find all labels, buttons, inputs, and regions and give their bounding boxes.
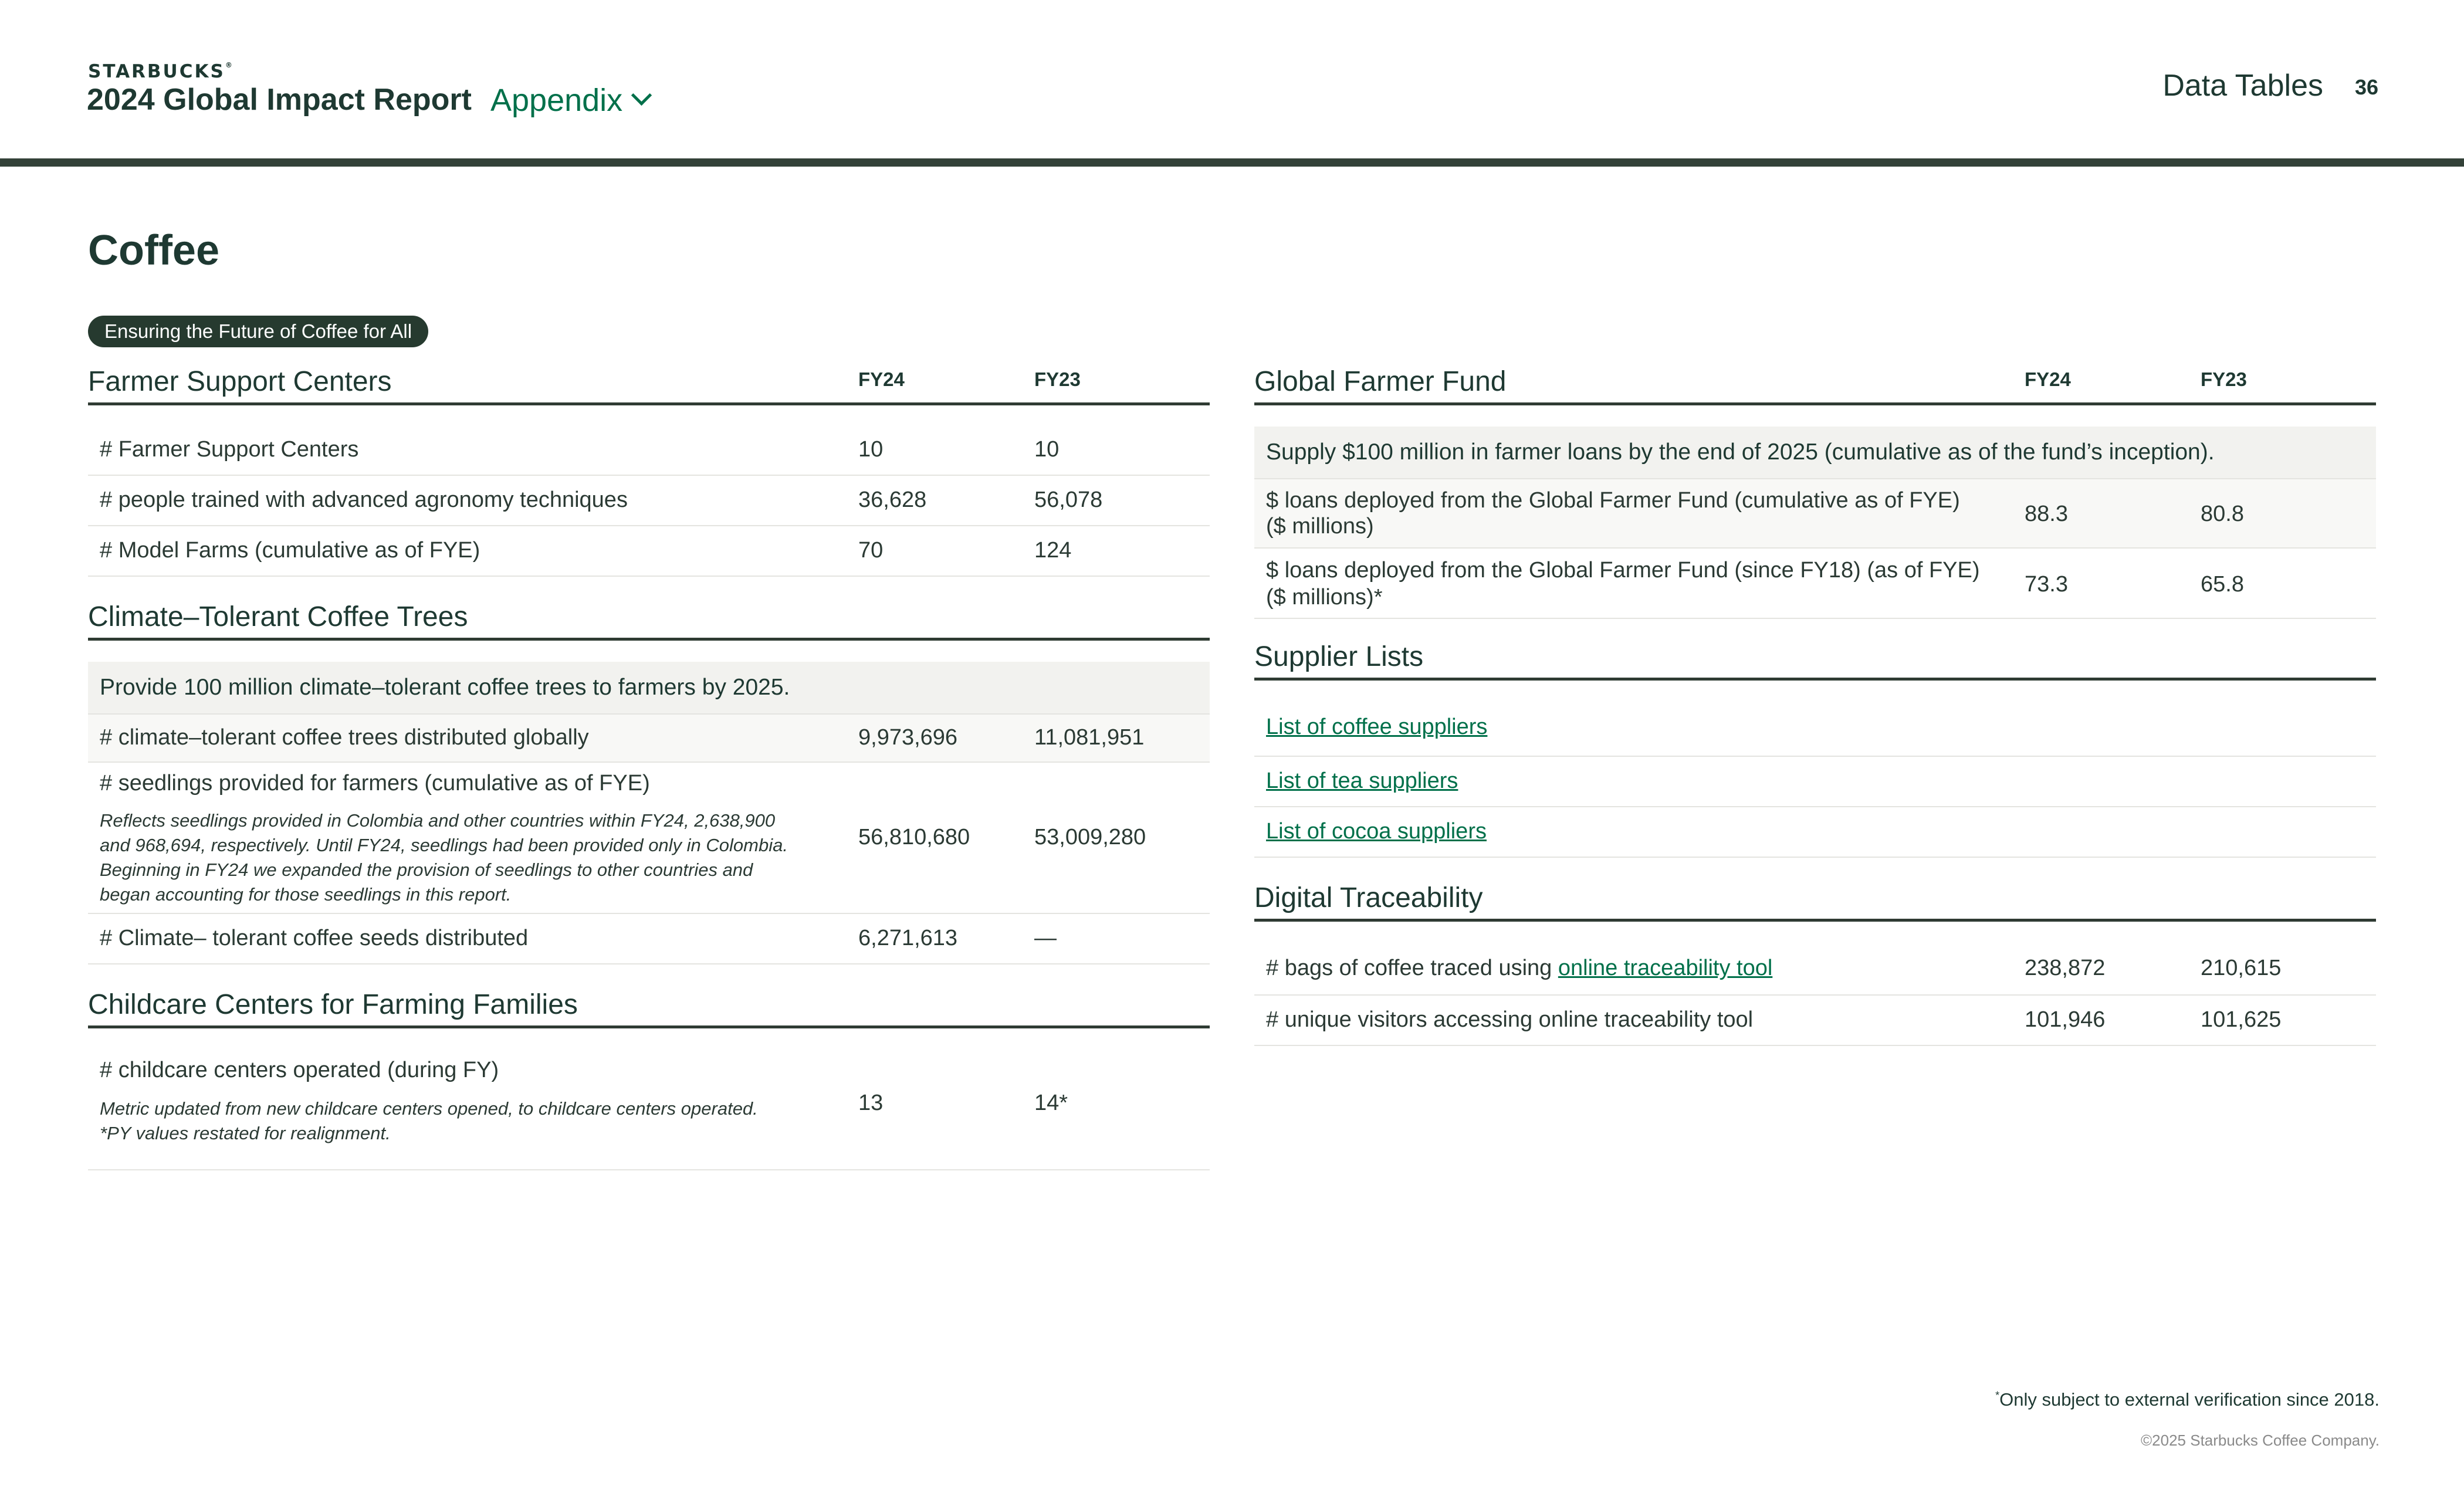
left-column	[88, 364, 1210, 1170]
appendix-dropdown[interactable]	[490, 82, 649, 119]
row-note: Reflects seedlings provided in Colombia and other countries within FY24, 2,638,900 and 968,694, respectively. Until FY24, seedlings had been provided only in Colombia. Beginning in FY24 we expanded the provision of seedlings to other countries and began accounting for those seedlings in this report.	[100, 810, 788, 905]
value-fy24: 56,810,680	[858, 825, 970, 849]
value-fy23: 124	[1034, 538, 1072, 563]
value-fy24: 70	[858, 538, 884, 563]
traceability-tool-link[interactable]: online traceability tool	[1558, 956, 1773, 980]
col-header-fy24: FY24	[858, 368, 905, 390]
goal-text: Supply $100 million in farmer loans by the end of 2025 (cumulative as of the fund’s inception).	[1266, 439, 2215, 465]
row-note: Metric updated from new childcare centers opened, to childcare centers operated. *PY values restated for realignment.	[100, 1098, 758, 1143]
table-row	[88, 526, 1210, 577]
value-fy23: 101,625	[2201, 1007, 2282, 1032]
row-label: # Farmer Support Centers	[100, 437, 359, 462]
cocoa-suppliers-link[interactable]: List of cocoa suppliers	[1266, 819, 1487, 844]
row-label: # childcare centers operated (during FY)	[100, 1058, 499, 1082]
section-title: Digital Traceability	[1254, 882, 1483, 913]
table-row	[1254, 549, 2376, 619]
brand-wordmark: STARBUCKS®	[88, 61, 234, 82]
appendix-label: Appendix	[490, 83, 623, 118]
goal-banner	[88, 662, 1210, 715]
row-label: # people trained with advanced agronomy techniques	[100, 488, 628, 512]
value-fy24: 238,872	[2025, 956, 2106, 980]
right-column	[1254, 364, 2376, 1046]
chevron-down-icon	[631, 85, 652, 106]
value-fy24: 6,271,613	[858, 926, 958, 950]
table-row	[1254, 945, 2376, 996]
value-fy24: 36,628	[858, 488, 927, 512]
tea-suppliers-link[interactable]: List of tea suppliers	[1266, 769, 1458, 793]
table-row	[1254, 479, 2376, 549]
copyright: ©2025 Starbucks Coffee Company.	[2141, 1431, 2380, 1449]
section-title: Childcare Centers for Farming Families	[88, 989, 578, 1020]
table-row	[88, 763, 1210, 914]
value-fy23: 14*	[1034, 1091, 1068, 1115]
table-row	[88, 715, 1210, 763]
row-label: $ loans deployed from the Global Farmer Fund (cumulative as of FYE) ($ millions)	[1266, 488, 1960, 539]
row-label: # Model Farms (cumulative as of FYE)	[100, 538, 480, 563]
list-item	[1254, 757, 2376, 807]
value-fy23: 210,615	[2201, 956, 2282, 980]
col-header-fy23: FY23	[2201, 368, 2247, 390]
value-fy23: 10	[1034, 437, 1060, 462]
value-fy23: 80.8	[2201, 502, 2244, 526]
list-item	[1254, 706, 2376, 757]
table-row	[88, 476, 1210, 526]
value-fy24: 73.3	[2025, 572, 2068, 597]
table-row	[88, 914, 1210, 964]
page-number: 36	[2354, 75, 2378, 99]
farmer-support-header	[88, 364, 1210, 405]
value-fy24: 101,946	[2025, 1007, 2106, 1032]
list-item	[1254, 807, 2376, 858]
header-divider	[0, 158, 2464, 167]
row-label: # unique visitors accessing online traceability tool	[1266, 1007, 1754, 1032]
section-title: Supplier Lists	[1254, 641, 1424, 672]
value-fy23: 11,081,951	[1034, 725, 1145, 750]
value-fy24: 88.3	[2025, 502, 2068, 526]
value-fy23: 53,009,280	[1034, 825, 1146, 849]
row-label: # bags of coffee traced using online traceability tool	[1266, 956, 1773, 980]
traceability-header	[1254, 880, 2376, 922]
value-fy23: 65.8	[2201, 572, 2244, 597]
report-title: 2024 Global Impact Report	[87, 83, 472, 117]
value-fy24: 13	[858, 1091, 884, 1115]
climate-trees-header	[88, 599, 1210, 641]
col-header-fy24: FY24	[2025, 368, 2071, 390]
value-fy24: 9,973,696	[858, 725, 958, 750]
row-label: # climate–tolerant coffee trees distributed globally	[100, 725, 589, 750]
section-title: Climate–Tolerant Coffee Trees	[88, 601, 468, 632]
farmer-fund-header	[1254, 364, 2376, 405]
section-name: Data Tables	[2162, 69, 2323, 103]
value-fy24: 10	[858, 437, 884, 462]
coffee-suppliers-link[interactable]: List of coffee suppliers	[1266, 715, 1488, 739]
page-heading: Coffee	[88, 227, 220, 274]
section-title: Global Farmer Fund	[1254, 366, 1507, 397]
goal-banner	[1254, 427, 2376, 479]
table-row	[88, 425, 1210, 476]
value-fy23: 56,078	[1034, 488, 1103, 512]
col-header-fy23: FY23	[1034, 368, 1081, 390]
childcare-header	[88, 987, 1210, 1028]
value-fy23: —	[1034, 926, 1057, 950]
row-label: # seedlings provided for farmers (cumulative as of FYE)	[100, 771, 650, 796]
table-row	[88, 1046, 1210, 1170]
table-row	[1254, 996, 2376, 1046]
category-pill: Ensuring the Future of Coffee for All	[88, 316, 428, 347]
supplier-lists-header	[1254, 639, 2376, 681]
row-label: $ loans deployed from the Global Farmer Fund (since FY18) (as of FYE) ($ millions)*	[1266, 558, 1980, 610]
goal-text: Provide 100 million climate–tolerant coffee trees to farmers by 2025.	[100, 675, 790, 700]
verification-footnote: *Only subject to external verification since 2018.	[1995, 1389, 2380, 1410]
section-title: Farmer Support Centers	[88, 366, 392, 397]
row-label: # Climate– tolerant coffee seeds distributed	[100, 926, 529, 950]
